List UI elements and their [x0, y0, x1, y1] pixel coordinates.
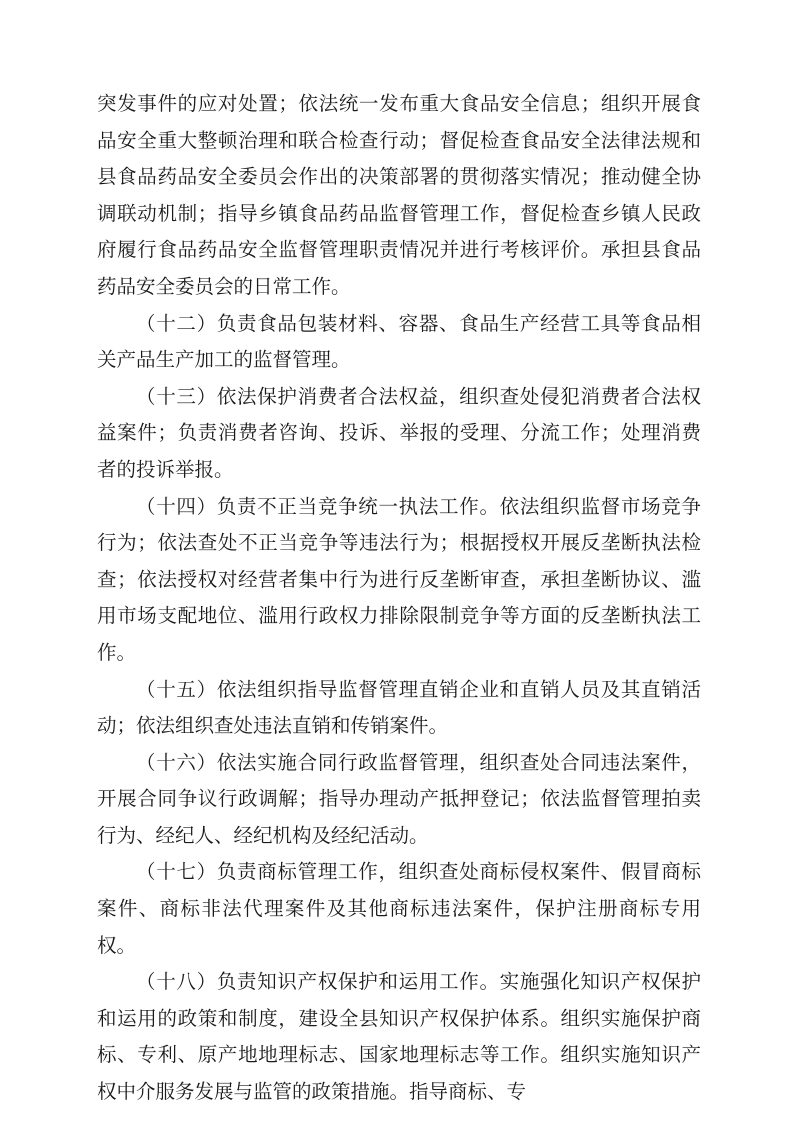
paragraph-item-13: （十三）依法保护消费者合法权益，组织查处侵犯消费者合法权益案件；负责消费者咨询、投诉、举报的受理、分流工作；处理消费者的投诉举报。: [97, 384, 701, 481]
paragraph-continuation: 突发事件的应对处置；依法统一发布重大食品安全信息；组织开展食品安全重大整顿治理和联合检查行动；督促检查食品安全法律法规和县食品药品安全委员会作出的决策部署的贯彻落实情况；推动健全协调联动机制；指导乡镇食品药品监督管理工作，督促检查乡镇人民政府履行食品药品安全监督管理职责情况并进行考核评价。承担县食品药品安全委员会的日常工作。: [97, 92, 701, 298]
paragraph-item-16: （十六）依法实施合同行政监督管理，组织查处合同违法案件，开展合同争议行政调解；指导办理动产抵押登记；依法监督管理拍卖行为、经纪人、经纪机构及经纪活动。: [97, 750, 701, 847]
paragraph-item-14: （十四）负责不正当竞争统一执法工作。依法组织监督市场竞争行为；依法查处不正当竞争等违法行为；根据授权开展反垄断执法检查；依法授权对经营者集中行为进行反垄断审查，承担垄断协议、滥用市场支配地位、滥用行政权力排除限制竞争等方面的反垄断执法工作。: [97, 494, 701, 664]
paragraph-item-17: （十七）负责商标管理工作，组织查处商标侵权案件、假冒商标案件、商标非法代理案件及其他商标违法案件，保护注册商标专用权。: [97, 860, 701, 957]
paragraph-item-18: （十八）负责知识产权保护和运用工作。实施强化知识产权保护和运用的政策和制度，建设全县知识产权保护体系。组织实施保护商标、专利、原产地地理标志、国家地理标志等工作。组织实施知识产权中介服务发展与监管的政策措施。指导商标、专: [97, 970, 701, 1104]
document-body: [97, 86, 701, 1111]
paragraph-item-15: （十五）依法组织指导监督管理直销企业和直销人员及其直销活动；依法组织查处违法直销和传销案件。: [97, 677, 701, 738]
paragraph-item-12: （十二）负责食品包装材料、容器、食品生产经营工具等食品相关产品生产加工的监督管理。: [97, 311, 701, 372]
